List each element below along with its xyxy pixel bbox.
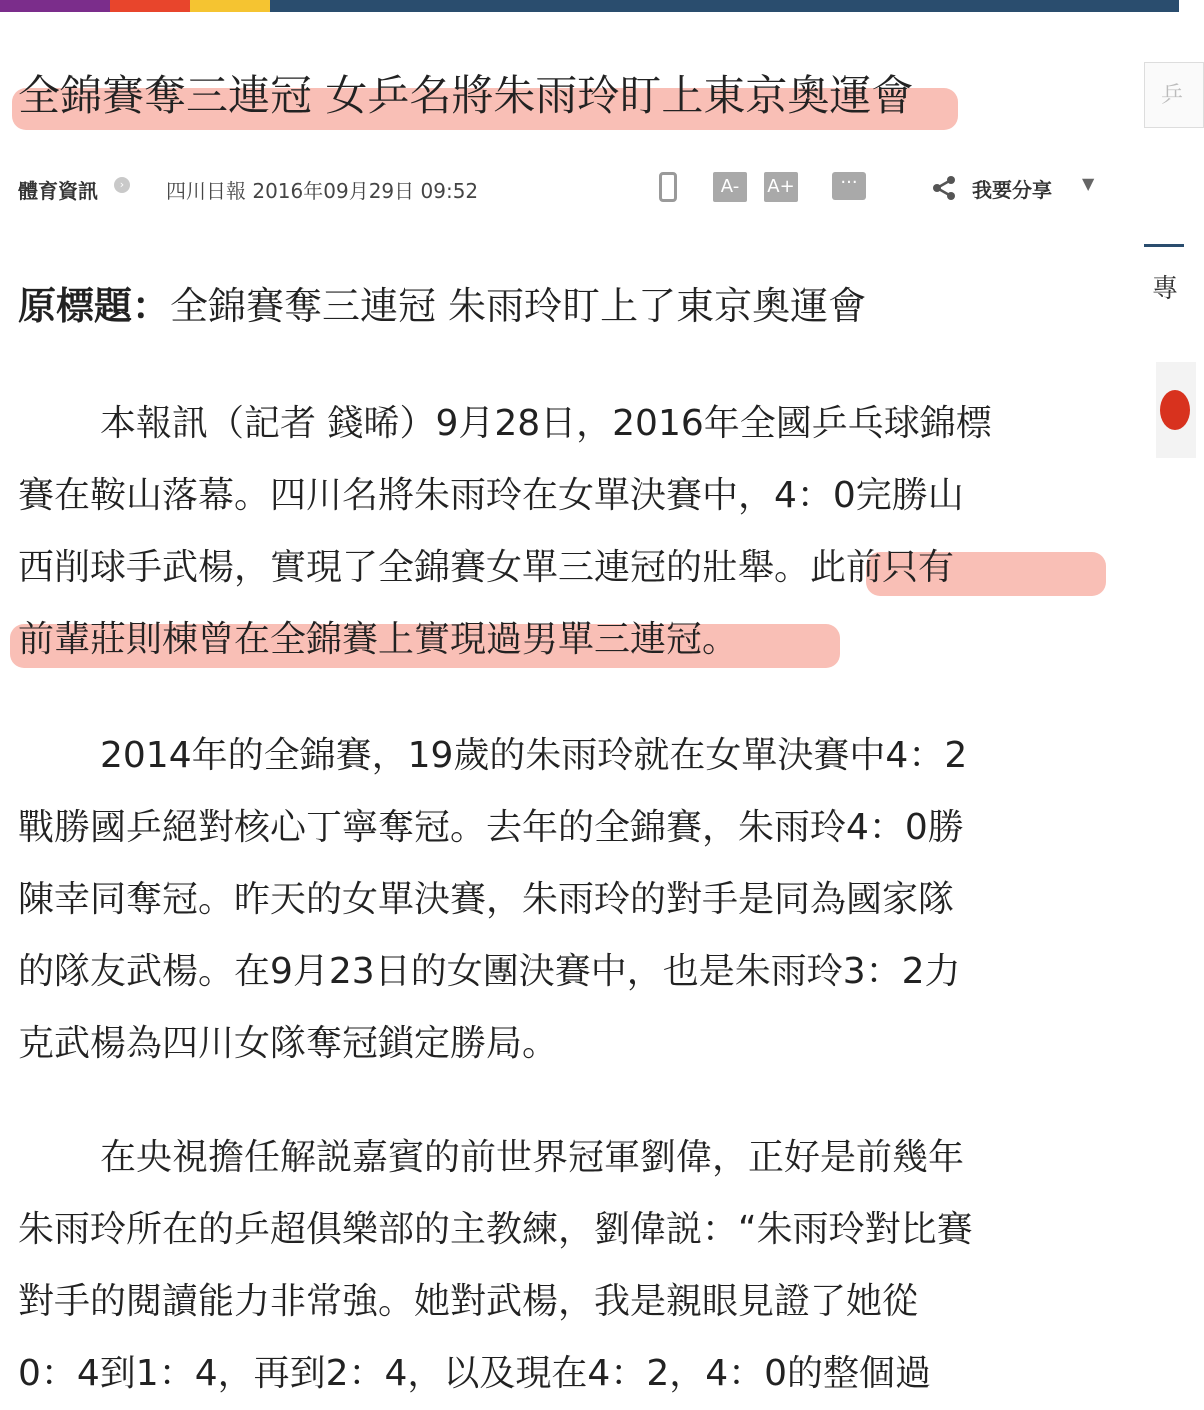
mobile-icon[interactable]: [659, 172, 677, 202]
share-button[interactable]: 我要分享: [972, 178, 1052, 202]
sidebar-section-label: 專: [1152, 274, 1179, 304]
share-icon[interactable]: [930, 174, 958, 202]
paragraph-line: 2014年的全錦賽，19歲的朱雨玲就在女單決賽中4：2: [100, 735, 968, 776]
paragraph-line: 在央視擔任解説嘉賓的前世界冠軍劉偉，正好是前幾年: [100, 1137, 965, 1178]
article-title: 全錦賽奪三連冠 女乒名將朱雨玲盯上東京奧運會: [18, 71, 914, 120]
article-paragraph: [18, 388, 1118, 676]
paragraph-line: 的隊友武楊。在9月23日的女團決賽中，也是朱雨玲3：2力: [18, 951, 961, 992]
sidebar-divider: [1144, 244, 1184, 247]
original-title-text: 全錦賽奪三連冠 朱雨玲盯上了東京奧運會: [170, 284, 867, 328]
article-paragraph: [18, 1122, 1118, 1410]
paragraph-line: 朱雨玲所在的乒超俱樂部的主教練，劉偉説：“朱雨玲對比賽: [18, 1209, 973, 1250]
source-date: 四川日報 2016年09月29日 09:52: [166, 179, 479, 203]
font-smaller-button[interactable]: A-: [713, 172, 747, 202]
sidebar-thumbnail[interactable]: [1156, 362, 1196, 458]
paragraph-line: 賽在鞍山落幕。四川名將朱雨玲在女單決賽中，4：0完勝山: [18, 475, 964, 516]
paragraph-line: 0：4到1：4，再到2：4，以及現在4：2，4：0的整個過: [18, 1353, 932, 1394]
font-larger-button[interactable]: A+: [764, 172, 798, 202]
paragraph-line: 克武楊為四川女隊奪冠鎖定勝局。: [18, 1023, 559, 1064]
color-segment: [110, 0, 190, 12]
category-arrow-icon[interactable]: ›: [114, 177, 130, 193]
comment-icon[interactable]: ···: [832, 172, 866, 200]
top-color-bar: [0, 0, 1179, 12]
color-segment: [0, 0, 110, 12]
sidebar-search-input[interactable]: 乒: [1144, 62, 1204, 128]
original-title: [18, 276, 866, 336]
original-title-label: 原標題：: [18, 284, 171, 328]
paragraph-line: 西削球手武楊，實現了全錦賽女單三連冠的壯舉。此前只有: [18, 547, 955, 588]
paragraph-line: 本報訊（記者 錢晞）9月28日，2016年全國乒乓球錦標: [100, 403, 992, 444]
article-paragraph: [18, 720, 1118, 1080]
paragraph-line: 前輩莊則棟曾在全錦賽上實現過男單三連冠。: [18, 619, 739, 660]
paragraph-line: 戰勝國乒絕對核心丁寧奪冠。去年的全錦賽，朱雨玲4：0勝: [18, 807, 964, 848]
color-segment: [270, 0, 1179, 12]
paragraph-line: 陳幸同奪冠。昨天的女單決賽，朱雨玲的對手是同為國家隊: [18, 879, 955, 920]
chevron-down-icon[interactable]: ▼: [1082, 174, 1095, 193]
thumbnail-icon: [1160, 390, 1190, 430]
paragraph-line: 對手的閱讀能力非常強。她對武楊，我是親眼見證了她從: [18, 1281, 919, 1322]
article-meta: [18, 170, 1118, 206]
color-segment: [190, 0, 270, 12]
category-link[interactable]: 體育資訊: [18, 179, 98, 203]
